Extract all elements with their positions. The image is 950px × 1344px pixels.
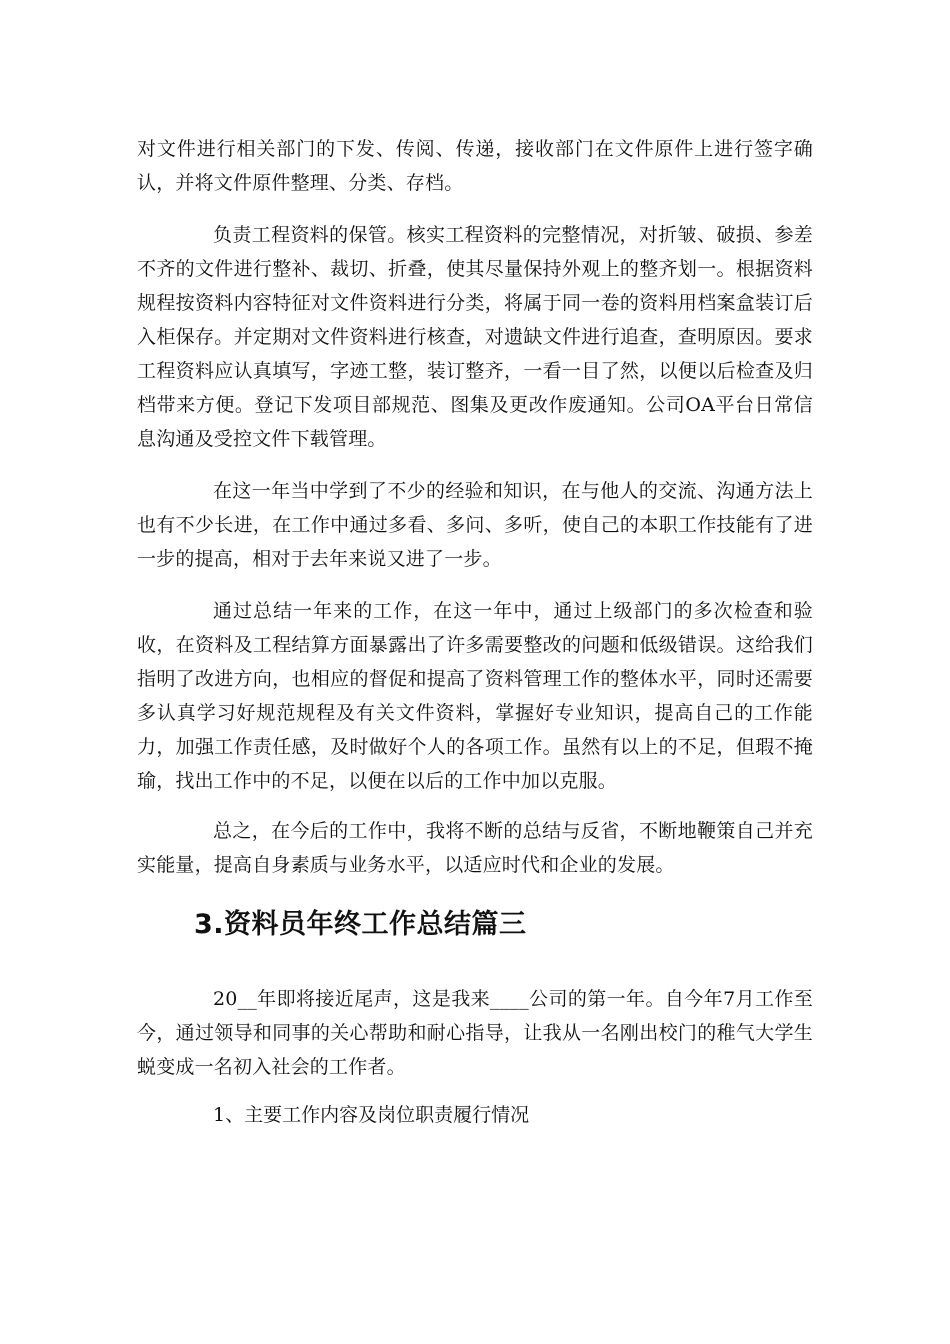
paragraph-section-intro: 20__年即将接近尾声，这是我来____公司的第一年。自今年7月工作至今，通过领导和同事的关心帮助和耐心指导，让我从一名刚出校门的稚气大学生蜕变成一名初入社会的工作者。: [137, 988, 813, 1078]
list-item-main-work: 1、主要工作内容及岗位职责履行情况: [213, 1104, 530, 1126]
section-heading: 3.资料员年终工作总结篇三: [194, 909, 527, 940]
paragraph-file-distribution: 对文件进行相关部门的下发、传阅、传递，接收部门在文件原件上进行签字确认，并将文件原件整理、分类、存档。: [137, 138, 813, 194]
paragraph-conclusion: 总之，在今后的工作中，我将不断的总结与反省，不断地鞭策自己并充实能量，提高自身素质与业务水平，以适应时代和企业的发展。: [137, 820, 813, 876]
paragraph-shortcomings: 通过总结一年来的工作，在这一年中，通过上级部门的多次检查和验收，在资料及工程结算方面暴露出了许多需要整改的问题和低级错误。这给我们指明了改进方向，也相应的督促和提高了资料管理工作的整体水平，同时还需要多认真学习好规范规程及有关文件资料，掌握好专业知识，提高自己的工作能力，加强工作责任感，及时做好个人的各项工作。虽然有以上的不足，但瑕不掩瑜，找出工作中的不足，以便在以后的工作中加以克服。: [137, 600, 813, 792]
paragraph-archive-keeping: 负责工程资料的保管。核实工程资料的完整情况，对折皱、破损、参差不齐的文件进行整补、裁切、折叠，使其尽量保持外观上的整齐划一。根据资料规程按资料内容特征对文件资料进行分类，将属于同一卷的资料用档案盒装订后入柜保存。并定期对文件资料进行核查，对遗缺文件进行追查，查明原因。要求工程资料应认真填写，字迹工整，装订整齐，一看一目了然，以便以后检查及归档带来方便。登记下发项目部规范、图集及更改作废通知。公司OA平台日常信息沟通及受控文件下载管理。: [137, 224, 813, 450]
paragraph-experience-gained: 在这一年当中学到了不少的经验和知识，在与他人的交流、沟通方法上也有不少长进，在工作中通过多看、多问、多听，使自己的本职工作技能有了进一步的提高，相对于去年来说又进了一步。: [137, 480, 813, 570]
